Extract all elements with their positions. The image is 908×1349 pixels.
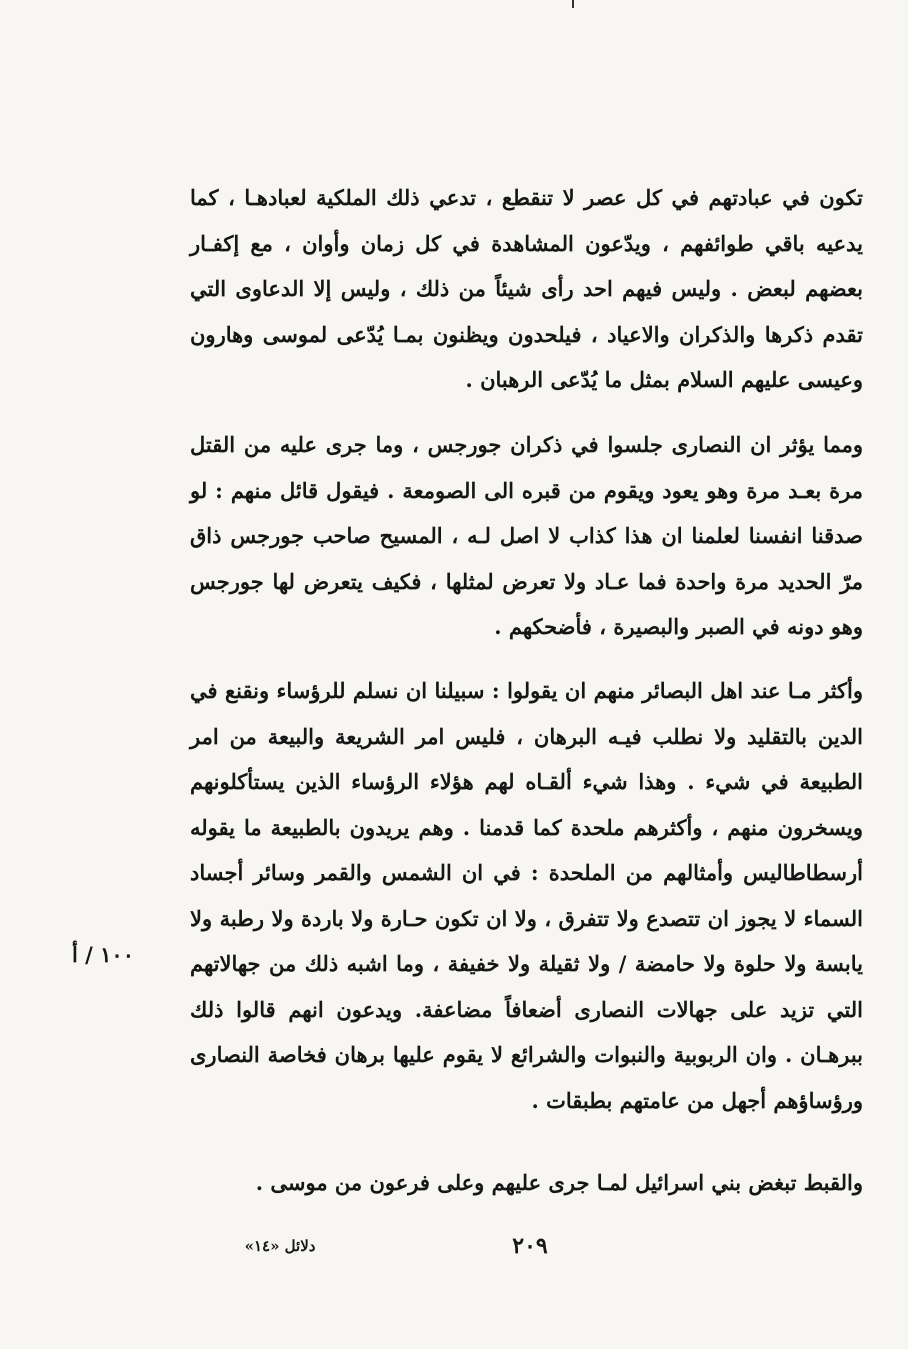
paragraph-1: تكون في عبادتهم في كل عصر لا تنقطع ، تدعي ذلك الملكية لعبادهـا ، كما يدعيه باقي طوائفهم ، ويدّعون المشاهدة في كل زمان وأوان ، مع إكفـار بعضهم لبعض . وليس فيهم احد رأى شيئاً من ذلك ، وليس إلا الدعاوى التي تقدم ذكرها والذكران والاعياد ، فيلحدون ويظنون بمـا يُدّعى لموسى وهارون وعيسى عليهم السلام بمثل ما يُدّعى الرهبان .	[190, 185, 863, 392]
paragraph-4: والقبط تبغض بني اسرائيل لمـا جرى عليهم وعلى فرعون من موسى .	[255, 1170, 863, 1195]
ink-speck	[572, 0, 574, 8]
paragraph-3: وأكثر مـا عند اهل البصائر منهم ان يقولوا : سبيلنا ان نسلم للرؤساء ونقنع في الدين بالتقليد ولا نطلب فيـه البرهان ، فليس امر الشريعة والبيعة من امر الطبيعة في شيء . وهذا شيء ألقـاه لهم هؤلاء الرؤساء الذين يستأكلونهم ويسخرون منهم ، وأكثرهم ملحدة كما قدمنا . وهم يريدون بالطبيعة ما يقوله أرسطاطاليس وأمثالهم من الملحدة : في ان الشمس والقمر وسائر أجساد السماء لا يجوز ان تتصدع ولا تتفرق ، ولا ان تكون حـارة ولا باردة ولا رطبة ولا يابسة ولا حلوة ولا حامضة / ولا ثقيلة ولا خفيفة ، وما اشبه ذلك من جهالاتهم التي تزيد على جهالات النصارى أضعافاً مضاعفة. ويدعون انهم قالوا ذلك ببرهـان . وان الربوبية والنبوات والشرائع لا يقوم عليها برهان فخاصة النصارى ورؤساؤهم أجهل من عامتهم بطبقات .	[190, 678, 863, 1113]
page-number: ٢٠٩	[512, 1233, 548, 1259]
paragraph-2: ومما يؤثر ان النصارى جلسوا في ذكران جورجس ، وما جرى عليه من القتل مرة بعـد مرة وهو يعود ويقوم من قبره الى الصومعة . فيقول قائل منهم : لو صدقنا انفسنا لعلمنا ان هذا كذاب لا اصل لـه ، المسيح صاحب جورجس ذاق مرّ الحديد مرة واحدة فما عـاد ولا تعرض لمثلها ، فكيف يتعرض لها جورجس وهو دونه في الصبر والبصيرة ، فأضحكهم .	[190, 432, 863, 639]
folio-margin-note: ١٠٠ / أ	[72, 942, 134, 967]
printer-signature: دلائل «١٤»	[244, 1237, 316, 1255]
